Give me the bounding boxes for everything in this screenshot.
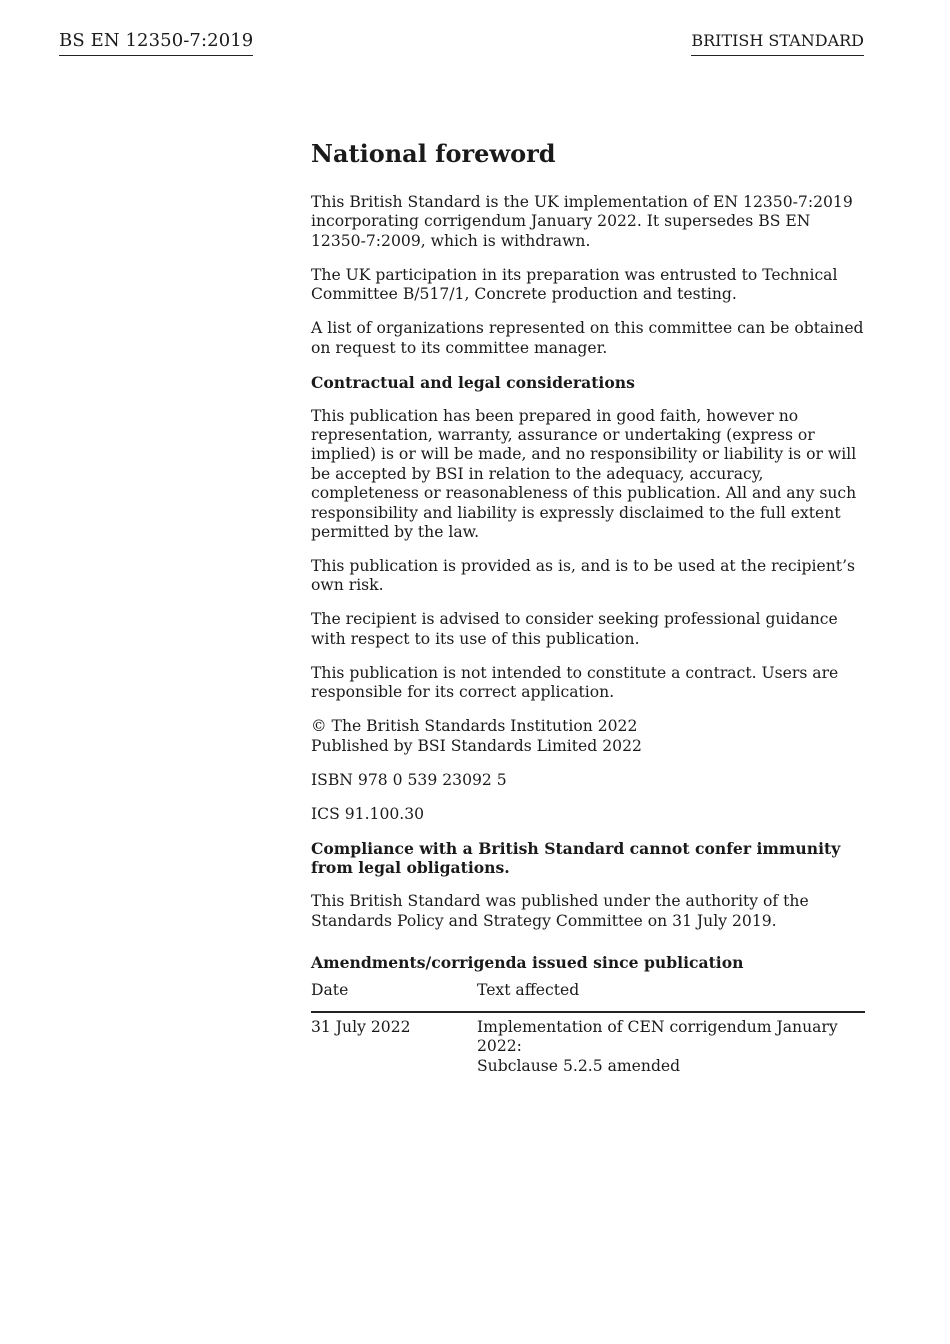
publisher-line: Published by BSI Standards Limited 2022 [311, 736, 642, 755]
paragraph-implementation: This British Standard is the UK implementation of EN 12350-7:2019 incorporating corrigendum January 2022. It supersedes BS EN 12350-7:2009, which is withdrawn. [311, 193, 853, 250]
compliance-notice: Compliance with a British Standard cannot confer immunity from legal obligations. [311, 838, 841, 878]
table-header-row [311, 981, 865, 1011]
column-header-date: Date [311, 981, 477, 1011]
paragraph-committee: The UK participation in its preparation was entrusted to Technical Committee B/517/1, Concrete production and testing. [311, 265, 838, 304]
isbn: ISBN 978 0 539 23092 5 [311, 770, 507, 789]
contractual-heading: Contractual and legal considerations [311, 372, 635, 392]
amendment-text-line: Subclause 5.2.5 amended [477, 1056, 681, 1075]
paragraph-organizations: A list of organizations represented on this committee can be obtained on request to its committee manager. [311, 319, 864, 357]
page-title: National foreword [311, 139, 556, 168]
copyright-block [311, 717, 865, 756]
ics: ICS 91.100.30 [311, 804, 425, 823]
amendments-title: Amendments/corrigenda issued since publication [311, 952, 744, 972]
amendment-text [477, 1012, 865, 1076]
foreword-content [311, 139, 865, 1076]
paragraph-guidance: The recipient is advised to consider seeking professional guidance with respect to its use of this publication. [311, 610, 838, 648]
header-doc-type: BRITISH STANDARD [691, 31, 864, 56]
header-doc-id: BS EN 12350-7:2019 [59, 30, 253, 56]
copyright-line: © The British Standards Institution 2022 [311, 717, 638, 736]
paragraph-authority: This British Standard was published under the authority of the Standards Policy and Strategy Committee on 31 July 2019. [311, 892, 809, 930]
column-header-text-affected: Text affected [477, 981, 865, 1011]
paragraph-contract: This publication is not intended to constitute a contract. Users are responsible for its correct application. [311, 663, 839, 702]
amendment-date: 31 July 2022 [311, 1017, 411, 1036]
amendments-table [311, 981, 865, 1076]
paragraph-good-faith: This publication has been prepared in good faith, however no representation, warranty, assurance or undertaking (express or implied) is or will be made, and no responsibility or liability is or will be accepted by BSI in relation to the adequacy, accuracy, completeness or reasonableness of this publication. All and any such responsibility and liability is expressly disclaimed to the full extent permitted by the law. [311, 406, 857, 542]
amendment-text-line: Implementation of CEN corrigendum January 2022: [477, 1017, 838, 1056]
paragraph-own-risk: This publication is provided as is, and is to be used at the recipient’s own risk. [311, 557, 856, 595]
table-row [311, 1012, 865, 1076]
